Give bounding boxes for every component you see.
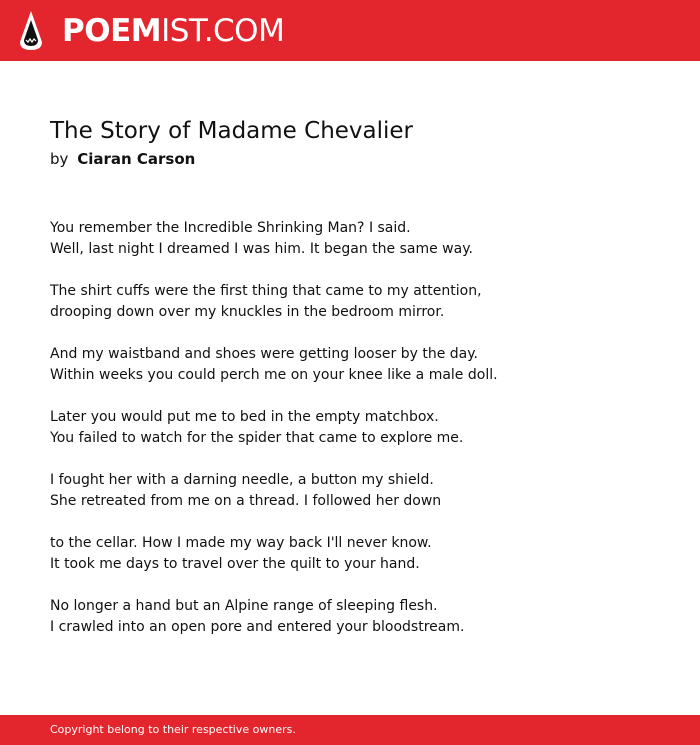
poem-line: to the cellar. How I made my way back I'll never know.: [50, 535, 432, 551]
poem-line: No longer a hand but an Alpine range of sleeping flesh.: [50, 598, 438, 614]
poem-byline: [50, 148, 195, 170]
poem-title: The Story of Madame Chevalier: [50, 118, 414, 144]
poem-line: Within weeks you could perch me on your knee like a male doll.: [50, 367, 498, 383]
site-header: [0, 0, 700, 61]
footer-copyright: Copyright belong to their respective owners.: [50, 723, 296, 736]
poem-stanza: [50, 533, 670, 575]
poem-line: You remember the Incredible Shrinking Man? I said.: [50, 220, 411, 236]
poem-author: Ciaran Carson: [77, 150, 196, 168]
poem-stanza: [50, 470, 670, 512]
poem-line: And my waistband and shoes were getting looser by the day.: [50, 346, 478, 362]
site-logo[interactable]: [62, 11, 284, 51]
poem-line: It took me days to travel over the quilt to your hand.: [50, 556, 420, 572]
poem-line: Later you would put me to bed in the empty matchbox.: [50, 409, 439, 425]
poem-stanza: [50, 281, 670, 323]
pencil-tip-icon[interactable]: [18, 10, 44, 52]
poem-line: drooping down over my knuckles in the bedroom mirror.: [50, 304, 445, 320]
poem-line: I crawled into an open pore and entered your bloodstream.: [50, 619, 465, 635]
poem-line: She retreated from me on a thread. I followed her down: [50, 493, 442, 509]
poem-line: Well, last night I dreamed I was him. It began the same way.: [50, 241, 473, 257]
poem-body: [50, 218, 670, 659]
by-label: by: [50, 150, 69, 168]
poem-line: You failed to watch for the spider that came to explore me.: [50, 430, 464, 446]
poem-stanza: [50, 344, 670, 386]
poem-line: I fought her with a darning needle, a button my shield.: [50, 472, 434, 488]
poem-stanza: [50, 407, 670, 449]
logo-bold-text: POEM: [62, 13, 162, 49]
logo-light-text: IST.COM: [161, 13, 285, 49]
site-footer: [0, 715, 700, 745]
poem-stanza: [50, 596, 670, 638]
poem-stanza: [50, 218, 670, 260]
poem-line: The shirt cuffs were the first thing that came to my attention,: [50, 283, 482, 299]
